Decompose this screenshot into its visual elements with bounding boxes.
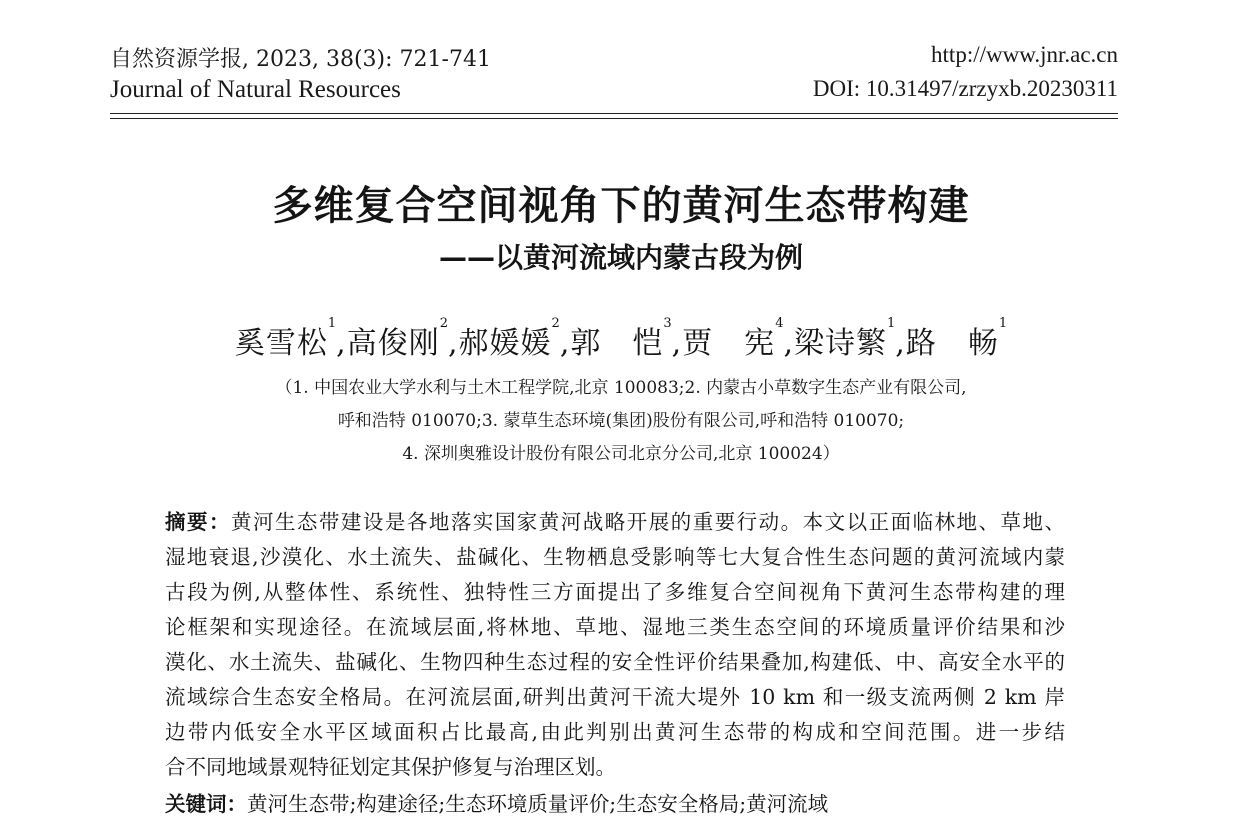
journal-citation: 自然资源学报, 2023, 38(3): 721-741 <box>110 47 491 72</box>
keywords-label: 关键词： <box>165 792 247 816</box>
affiliation-line: 呼和浩特 010070;3. 蒙草生态环境(集团)股份有限公司,呼和浩特 010070; <box>337 411 905 431</box>
author-separator: , <box>336 326 347 361</box>
abstract-line: 流域综合生态安全格局。在河流层面,研判出黄河干流大堤外 10 km 和一级支流两侧 2 km 岸 <box>165 685 1065 709</box>
abstract-label: 摘要： <box>165 510 231 534</box>
affiliation-line: （1. 中国农业大学水利与土木工程学院,北京 100083;2. 内蒙古小草数字生态产业有限公司, <box>275 378 967 398</box>
affiliation-line: 4. 深圳奥雅设计股份有限公司北京分公司,北京 100024） <box>402 444 840 464</box>
author-name: 贾 宪 <box>682 326 776 361</box>
author-name: 路 畅 <box>905 326 999 361</box>
abstract-line: 合不同地域景观特征划定其保护修复与治理区划。 <box>165 755 616 779</box>
author-affiliation-mark: 1 <box>998 316 1008 331</box>
author-name: 奚雪松 <box>234 326 328 361</box>
author-affiliation-mark: 3 <box>663 316 672 331</box>
author-separator: , <box>895 326 906 361</box>
author-separator: , <box>671 326 683 361</box>
abstract-line: 论框架和实现途径。在流域层面,将林地、草地、湿地三类生态空间的环境质量评价结果和沙 <box>165 615 1065 639</box>
keywords-text: 黄河生态带;构建途径;生态环境质量评价;生态安全格局;黄河流域 <box>247 792 829 816</box>
doi-link[interactable]: DOI: 10.31497/zrzyxb.20230311 <box>812 76 1118 101</box>
keywords-line <box>165 787 828 817</box>
paper-title: 多维复合空间视角下的黄河生态带构建 <box>272 183 970 229</box>
author-affiliation-mark: 1 <box>327 316 337 331</box>
author-affiliation-mark: 1 <box>887 316 896 331</box>
header-rule-thin <box>110 118 1118 119</box>
author-affiliation-mark: 4 <box>775 316 784 331</box>
author-affiliation-mark: 2 <box>551 316 560 331</box>
abstract-line: 湿地衰退,沙漠化、水土流失、盐碱化、生物栖息受影响等七大复合性生态问题的黄河流域内蒙 <box>165 545 1065 569</box>
header-rule-thick <box>110 113 1118 114</box>
author-list <box>0 318 1242 362</box>
author-name: 郭 恺 <box>570 326 664 361</box>
author-name: 郝媛媛 <box>458 326 552 361</box>
author-affiliation-mark: 2 <box>439 316 448 331</box>
abstract-line: 古段为例,从整体性、系统性、独特性三方面提出了多维复合空间视角下黄河生态带构建的理 <box>165 580 1065 604</box>
abstract-line: 边带内低安全水平区域面积占比最高,由此判别出黄河生态带的构成和空间范围。进一步结 <box>165 720 1065 744</box>
author-name: 梁诗繁 <box>794 326 888 361</box>
author-separator: , <box>447 326 459 361</box>
author-separator: , <box>559 326 571 361</box>
abstract-line: 漠化、水土流失、盐碱化、生物四种生态过程的安全性评价结果叠加,构建低、中、高安全水平的 <box>165 650 1065 674</box>
journal-url-link[interactable]: http://www.jnr.ac.cn <box>931 42 1118 67</box>
abstract-line <box>165 505 1065 535</box>
journal-name-en: Journal of Natural Resources <box>110 76 401 103</box>
paper-subtitle: ——以黄河流域内蒙古段为例 <box>438 241 803 274</box>
author-name: 高俊刚 <box>346 326 440 361</box>
abstract-text: 黄河生态带建设是各地落实国家黄河战略开展的重要行动。本文以正面临林地、草地、 <box>230 510 1066 534</box>
author-separator: , <box>783 326 795 361</box>
